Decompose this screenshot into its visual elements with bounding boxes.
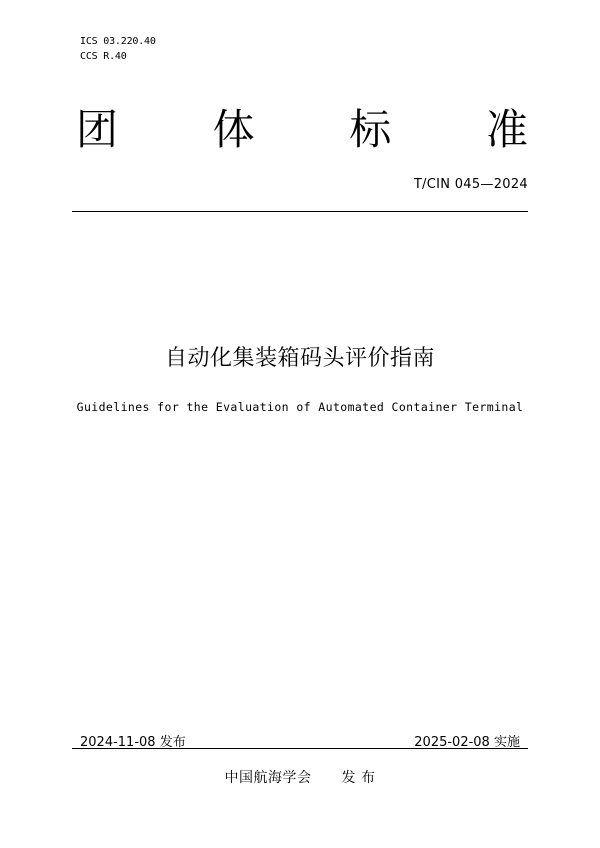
standard-type-char: 准 xyxy=(485,105,528,154)
publisher-line xyxy=(0,767,600,787)
standard-number: T/CIN 045—2024 xyxy=(413,177,528,192)
standard-type-char: 团 xyxy=(76,105,119,154)
standard-type-heading xyxy=(76,104,528,156)
release-date: 2024-11-08 xyxy=(80,735,156,750)
title-english: Guidelines for the Evaluation of Automated Container Terminal xyxy=(76,400,524,414)
standard-type-char: 标 xyxy=(349,105,392,154)
top-divider xyxy=(72,211,528,212)
classification-codes xyxy=(80,34,156,64)
publisher-action: 发 布 xyxy=(341,770,376,786)
release-label: 发布 xyxy=(159,735,186,750)
effective-date: 2025-02-08 xyxy=(414,735,490,750)
standard-type-char: 体 xyxy=(212,105,255,154)
ics-code: ICS 03.220.40 xyxy=(80,36,156,47)
title-chinese: 自动化集装箱码头评价指南 xyxy=(164,346,435,371)
publisher-name: 中国航海学会 xyxy=(224,770,312,786)
effective-label: 实施 xyxy=(493,735,520,750)
ccs-code: CCS R.40 xyxy=(80,51,127,62)
bottom-divider xyxy=(72,748,528,749)
